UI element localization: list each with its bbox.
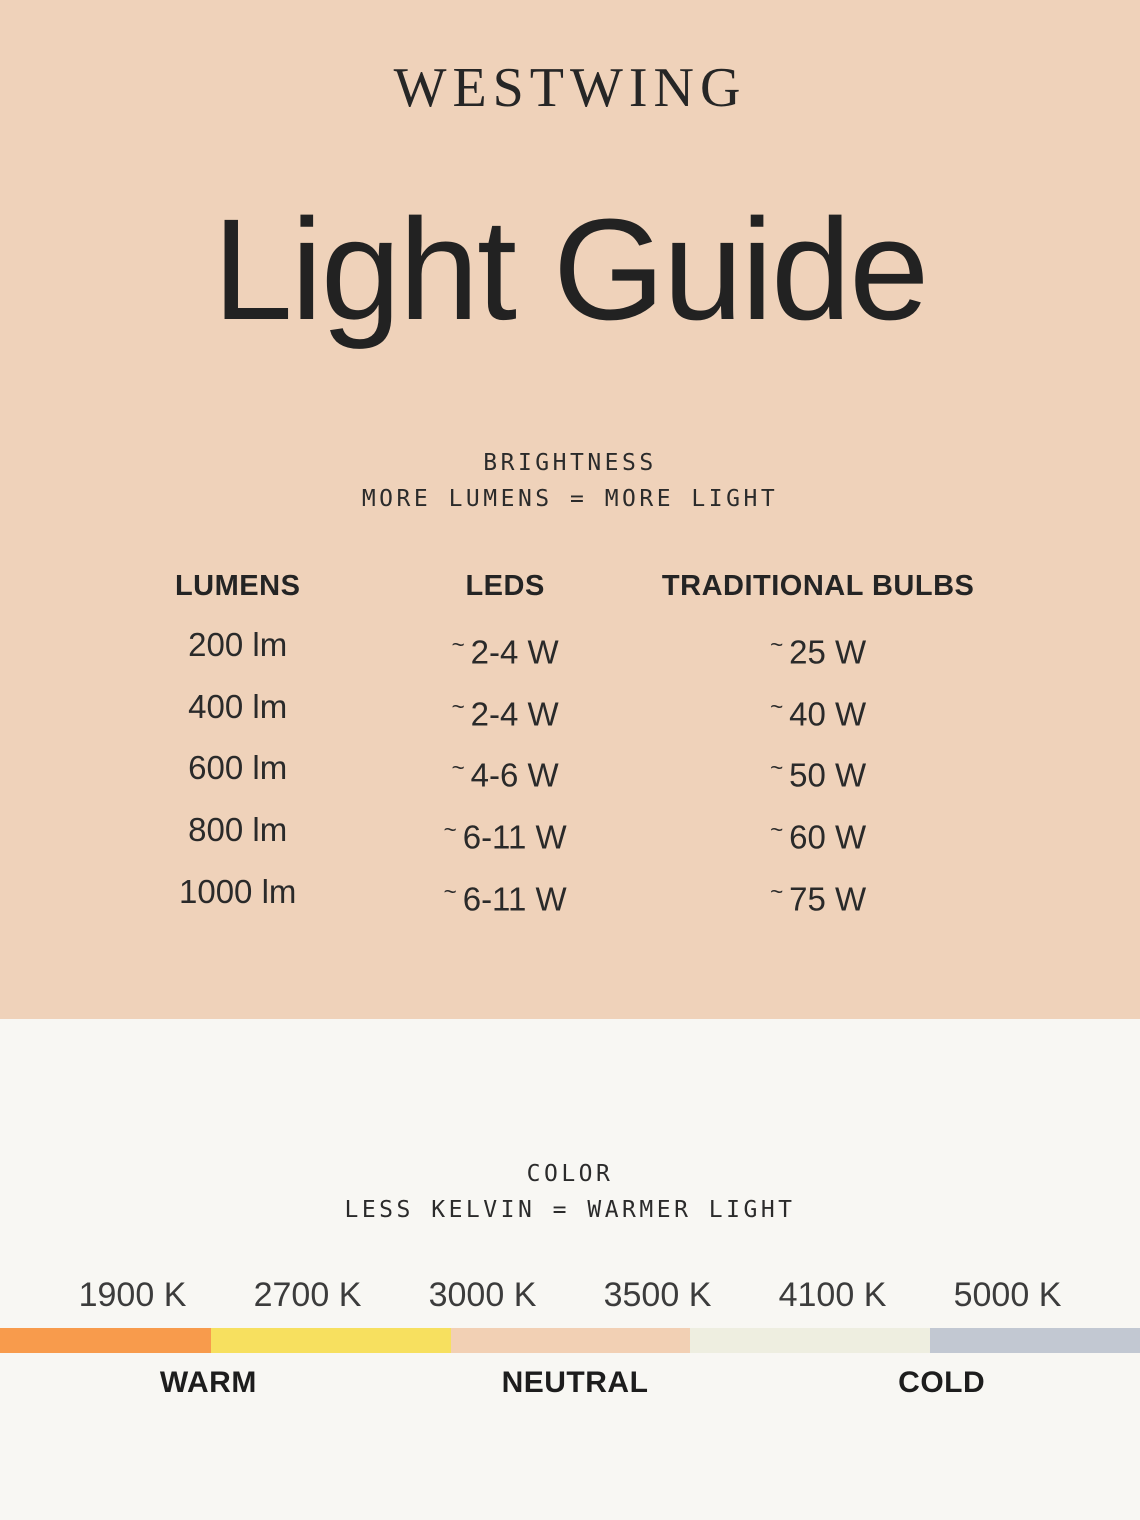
lumens-cell: 600 lm bbox=[188, 749, 288, 787]
table-row bbox=[100, 741, 1040, 803]
traditional-value: 60 W bbox=[789, 818, 867, 856]
table-row bbox=[100, 803, 1040, 865]
column-header-traditional: TRADITIONAL BULBS bbox=[661, 570, 975, 602]
kelvin-label: 2700 K bbox=[253, 1276, 362, 1314]
traditional-value: 50 W bbox=[789, 756, 867, 794]
temperature-label-warm: WARM bbox=[159, 1366, 257, 1399]
color-section bbox=[0, 1019, 1140, 1520]
traditional-cell bbox=[635, 741, 1002, 803]
approx-tilde: ~ bbox=[770, 632, 784, 657]
temperature-label-neutral: NEUTRAL bbox=[501, 1366, 649, 1399]
approx-tilde: ~ bbox=[451, 693, 465, 719]
leds-value: 6-11 W bbox=[462, 880, 567, 918]
westwing-logo: WESTWING bbox=[393, 57, 747, 119]
approx-tilde: ~ bbox=[443, 878, 457, 904]
scale-segment-cold-gray-blue bbox=[930, 1328, 1140, 1353]
scale-segment-warm-orange bbox=[0, 1328, 211, 1353]
brightness-heading: BRIGHTNESS bbox=[483, 450, 657, 476]
table-row bbox=[100, 865, 1040, 927]
approx-tilde: ~ bbox=[451, 632, 465, 657]
kelvin-label: 4100 K bbox=[778, 1276, 887, 1314]
temperature-label-cold: COLD bbox=[898, 1366, 986, 1399]
approx-tilde: ~ bbox=[770, 816, 784, 842]
leds-cell bbox=[375, 680, 634, 742]
color-subheading: LESS KELVIN = WARMER LIGHT bbox=[344, 1197, 796, 1223]
approx-tilde: ~ bbox=[443, 816, 457, 842]
lumens-cell: 1000 lm bbox=[179, 872, 297, 910]
kelvin-label: 3500 K bbox=[603, 1276, 712, 1314]
leds-cell bbox=[375, 865, 634, 927]
color-heading: COLOR bbox=[526, 1161, 614, 1187]
table-row bbox=[100, 680, 1040, 742]
approx-tilde: ~ bbox=[770, 693, 784, 719]
lumens-cell: 800 lm bbox=[188, 810, 288, 848]
leds-value: 2-4 W bbox=[470, 695, 559, 733]
leds-cell bbox=[375, 618, 634, 680]
brightness-subheading: MORE LUMENS = MORE LIGHT bbox=[361, 486, 779, 512]
scale-segment-neutral-peach bbox=[451, 1328, 689, 1353]
leds-value: 2-4 W bbox=[470, 633, 559, 671]
kelvin-label: 1900 K bbox=[78, 1276, 187, 1314]
leds-cell bbox=[375, 803, 634, 865]
traditional-value: 75 W bbox=[789, 880, 867, 918]
leds-value: 4-6 W bbox=[470, 756, 559, 794]
leds-value: 6-11 W bbox=[462, 818, 567, 856]
column-header-leds: LEDS bbox=[465, 570, 545, 602]
table-header-row bbox=[100, 568, 1040, 604]
lumens-cell: 400 lm bbox=[188, 687, 288, 725]
traditional-cell bbox=[635, 680, 1002, 742]
kelvin-labels-row bbox=[0, 1275, 1140, 1315]
brightness-heading-block bbox=[362, 448, 778, 514]
kelvin-label: 3000 K bbox=[428, 1276, 537, 1314]
scale-segment-warm-yellow bbox=[211, 1328, 452, 1353]
lumens-cell: 200 lm bbox=[188, 626, 288, 663]
traditional-value: 40 W bbox=[789, 695, 867, 733]
table-row bbox=[100, 618, 1040, 680]
page-title: Light Guide bbox=[212, 189, 928, 350]
column-header-lumens: LUMENS bbox=[174, 570, 301, 602]
approx-tilde: ~ bbox=[770, 878, 784, 904]
approx-tilde: ~ bbox=[451, 755, 465, 781]
approx-tilde: ~ bbox=[770, 755, 784, 781]
lumens-table bbox=[0, 568, 1140, 926]
color-temperature-scale bbox=[0, 1328, 1140, 1353]
traditional-cell bbox=[635, 865, 1002, 927]
color-heading-block bbox=[0, 1159, 1140, 1225]
leds-cell bbox=[375, 741, 634, 803]
traditional-value: 25 W bbox=[789, 633, 867, 671]
scale-segment-neutral-cream bbox=[690, 1328, 931, 1353]
traditional-cell bbox=[635, 803, 1002, 865]
kelvin-label: 5000 K bbox=[953, 1276, 1062, 1314]
traditional-cell bbox=[635, 618, 1002, 680]
temperature-labels-row bbox=[0, 1365, 1140, 1401]
